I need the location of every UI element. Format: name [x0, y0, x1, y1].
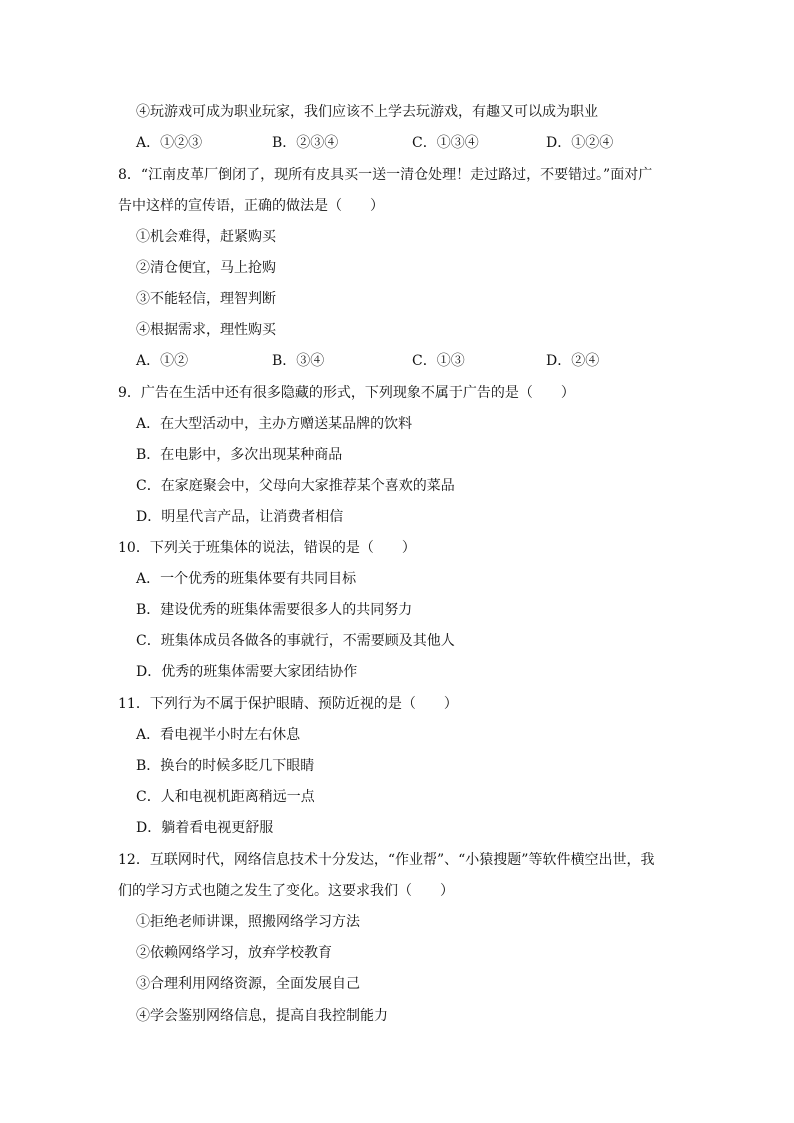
q9-choice-a: A．在大型活动中，主办方赠送某品牌的饮料 [136, 416, 413, 432]
q12-item-4: ④学会鉴别网络信息，提高自我控制能力 [136, 1008, 388, 1024]
q12-item-2: ②依赖网络学习，放弃学校教育 [136, 945, 332, 961]
q7-option-b: B．②③④ [272, 135, 339, 151]
q12-item-1: ①拒绝老师讲课，照搬网络学习方法 [136, 914, 360, 930]
q10-choice-b: B．建设优秀的班集体需要很多人的共同努力 [136, 602, 413, 618]
q11-choice-b: B．换台的时候多眨几下眼睛 [136, 758, 315, 774]
q11-choice-c: C．人和电视机距离稍远一点 [136, 789, 315, 805]
q7-options [136, 133, 656, 153]
q7-option-a: A．①②③ [136, 135, 203, 151]
q9-choice-d: D．明星代言产品，让消费者相信 [136, 509, 344, 525]
q8-item-2: ②清仓便宜，马上抢购 [136, 260, 276, 276]
q9-stem: 9．广告在生活中还有很多隐藏的形式，下列现象不属于广告的是（ ） [118, 385, 575, 401]
q8-option-a: A．①② [136, 353, 189, 369]
q11-stem: 11．下列行为不属于保护眼睛、预防近视的是（ ） [118, 696, 458, 712]
q10-choice-a: A．一个优秀的班集体要有共同目标 [136, 571, 357, 587]
q10-stem: 10．下列关于班集体的说法，错误的是（ ） [118, 540, 416, 556]
q12-item-3: ③合理利用网络资源，全面发展自己 [136, 976, 360, 992]
q10-choice-c: C．班集体成员各做各的事就行，不需要顾及其他人 [136, 633, 455, 649]
q9-choice-b: B．在电影中，多次出现某种商品 [136, 447, 343, 463]
q10-choice-d: D．优秀的班集体需要大家团结协作 [136, 664, 358, 680]
q8-item-4: ④根据需求，理性购买 [136, 322, 276, 338]
q7-option-d: D．①②④ [546, 135, 614, 151]
q8-option-c: C．①③ [412, 353, 465, 369]
q12-stem-line2: 们的学习方式也随之发生了变化。这要求我们（ ） [118, 883, 454, 899]
q8-stem-line2: 告中这样的宣传语，正确的做法是（ ） [118, 198, 384, 214]
q11-choice-a: A．看电视半小时左右休息 [136, 727, 301, 743]
q7-item-4: ④玩游戏可成为职业玩家，我们应该不上学去玩游戏，有趣又可以成为职业 [136, 104, 598, 120]
q8-stem-line1: 8．“江南皮革厂倒闭了，现所有皮具买一送一清仓处理！走过路过，不要错过。”面对广 [118, 167, 653, 183]
q8-item-1: ①机会难得，赶紧购买 [136, 229, 276, 245]
q8-item-3: ③不能轻信，理智判断 [136, 291, 276, 307]
q7-option-c: C．①③④ [412, 135, 479, 151]
q11-choice-d: D．躺着看电视更舒服 [136, 820, 274, 836]
q12-stem-line1: 12．互联网时代，网络信息技术十分发达，“作业帮”、“小猿搜题”等软件横空出世，我 [118, 852, 655, 868]
q8-option-d: D．②④ [546, 353, 600, 369]
q9-choice-c: C．在家庭聚会中，父母向大家推荐某个喜欢的菜品 [136, 478, 455, 494]
q8-option-b: B．③④ [272, 353, 325, 369]
q8-options [136, 351, 656, 371]
